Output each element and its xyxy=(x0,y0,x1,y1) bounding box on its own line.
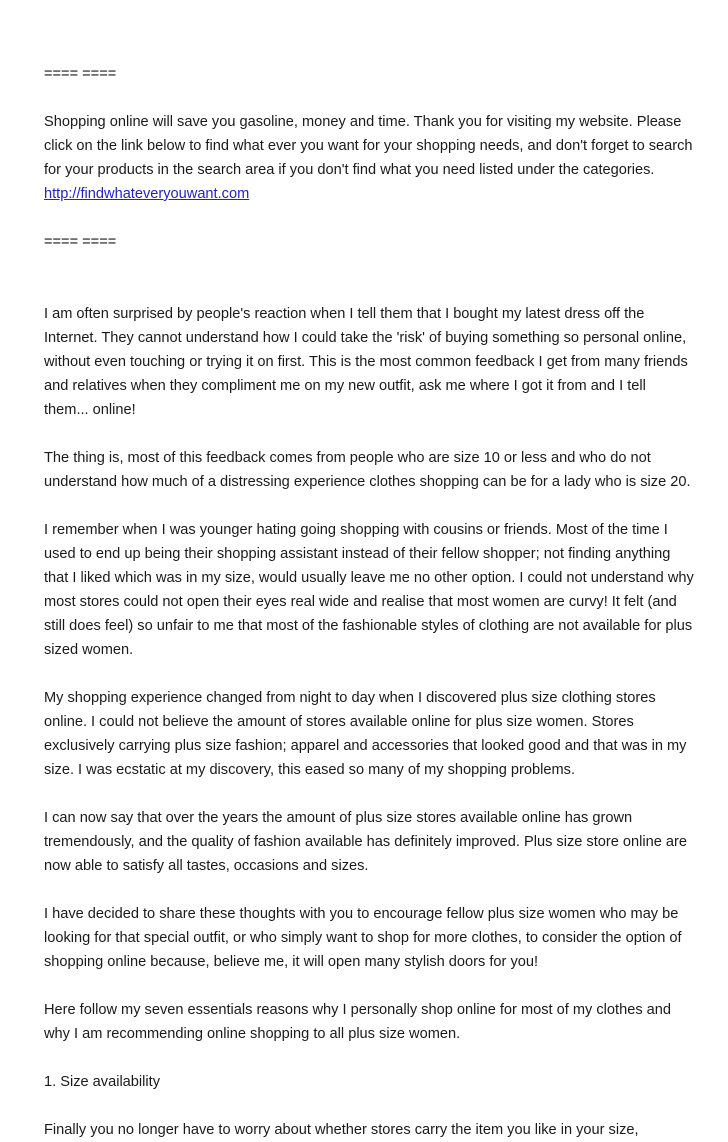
spacer xyxy=(44,974,694,998)
body-paragraph-1: I am often surprised by people's reaction when I tell them that I bought my latest dress off the Internet. They cannot understand how I could take the 'risk' of buying something so personal online, without even touching or trying it on first. This is the most common feedback I get from many friends and relatives when they compliment me on my new outfit, ask me where I got it from and I tell them... online! xyxy=(44,306,688,418)
spacer xyxy=(44,878,694,902)
body-paragraph-7: Here follow my seven essentials reasons why I personally shop online for most of my clothes and why I am recommending online shopping to all plus size women. xyxy=(44,1002,672,1042)
body-paragraph-6: I have decided to share these thoughts with you to encourage fellow plus size women who may be looking for that special outfit, or who simply want to shop for more clothes, to consider the option of shopping online because, believe me, it will open many stylish doors for you! xyxy=(44,906,682,970)
body-paragraph-8: Finally you no longer have to worry about whether stores carry the item you like in your size, xyxy=(44,1122,639,1138)
spacer xyxy=(44,86,694,110)
section-heading-size-availability: 1. Size availability xyxy=(44,1074,160,1090)
spacer xyxy=(44,1094,694,1118)
intro-paragraph: Shopping online will save you gasoline, money and time. Thank you for visiting my website. Please click on the link below to find what ever you want for your shopping needs, and don't forget to search for your products in the search area if you don't find what you need listed under the categories. xyxy=(44,114,693,178)
intro-link-line xyxy=(44,182,694,206)
document-page xyxy=(44,62,694,1142)
spacer xyxy=(44,782,694,806)
spacer xyxy=(44,494,694,518)
body-paragraph-2: The thing is, most of this feedback comes from people who are size 10 or less and who do not understand how much of a distressing experience clothes shopping can be for a lady who is size 20. xyxy=(44,450,691,490)
body-paragraph-3: I remember when I was younger hating going shopping with cousins or friends. Most of the time I used to end up being their shopping assistant instead of their fellow shopper; not finding anything that I liked which was in my size, would usually leave me no other option. I could not understand why most stores could not open their eyes real wide and realise that most women are curvy! It felt (and still does feel) so unfair to me that most of the fashionable styles of clothing are not available for plus sized women. xyxy=(44,522,694,658)
spacer xyxy=(44,1046,694,1070)
spacer xyxy=(44,422,694,446)
spacer xyxy=(44,662,694,686)
spacer xyxy=(44,206,694,230)
spacer xyxy=(44,254,694,302)
website-link[interactable]: http://findwhateveryouwant.com xyxy=(44,186,250,202)
separator-bottom: ==== ==== xyxy=(44,234,117,250)
body-paragraph-5: I can now say that over the years the amount of plus size stores available online has grown tremendously, and the quality of fashion available has definitely improved. Plus size store online are now able to satisfy all tastes, occasions and sizes. xyxy=(44,810,688,874)
separator-top: ==== ==== xyxy=(44,66,117,82)
body-paragraph-4: My shopping experience changed from night to day when I discovered plus size clothing stores online. I could not believe the amount of stores available online for plus size women. Stores exclusively carrying plus size fashion; apparel and accessories that looked good and that was in my size. I was ecstatic at my discovery, this eased so many of my shopping problems. xyxy=(44,690,687,778)
